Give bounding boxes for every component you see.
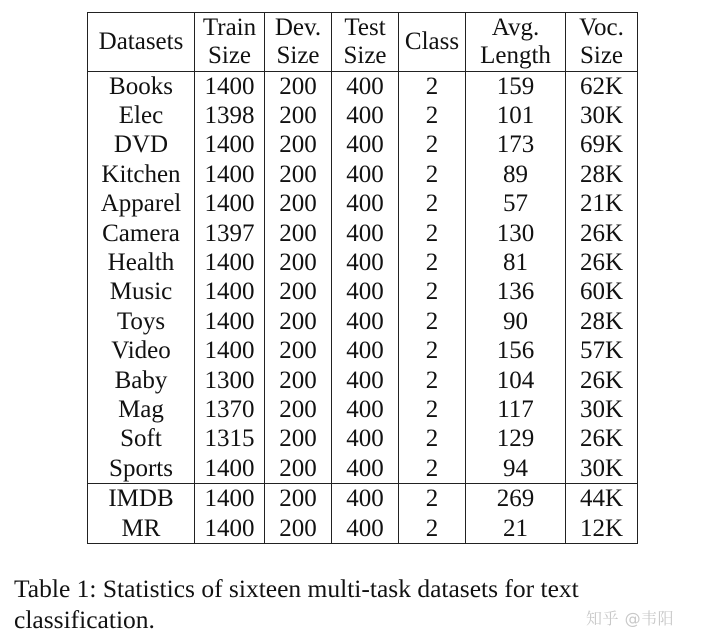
table-cell: 200: [265, 484, 332, 514]
dataset-name-cell: Baby: [88, 366, 195, 395]
table-cell: 1400: [195, 454, 265, 484]
table-cell: 12K: [566, 514, 638, 544]
table-cell: 400: [332, 190, 399, 219]
table-cell: 2: [399, 219, 466, 248]
table-cell: 400: [332, 219, 399, 248]
dataset-name-cell: Video: [88, 337, 195, 366]
table-cell: 400: [332, 101, 399, 130]
table-cell: 200: [265, 514, 332, 544]
table-cell: 200: [265, 366, 332, 395]
table-cell: 200: [265, 395, 332, 424]
table-cell: 1397: [195, 219, 265, 248]
column-header-line: Datasets: [98, 28, 184, 55]
table-cell: 26K: [566, 248, 638, 277]
column-header: [566, 13, 638, 72]
table-cell: 44K: [566, 484, 638, 514]
dataset-name-cell: Sports: [88, 454, 195, 484]
dataset-name-cell: Health: [88, 248, 195, 277]
table-cell: 2: [399, 190, 466, 219]
dataset-name-cell: DVD: [88, 131, 195, 160]
table-cell: 2: [399, 484, 466, 514]
dataset-name-cell: Music: [88, 278, 195, 307]
table-row: [88, 514, 638, 544]
table-cell: 26K: [566, 425, 638, 454]
column-header-line: Size: [276, 42, 320, 69]
table-cell: 200: [265, 101, 332, 130]
table-cell: 2: [399, 307, 466, 336]
table-cell: 1400: [195, 190, 265, 219]
table-cell: 28K: [566, 307, 638, 336]
table-cell: 400: [332, 248, 399, 277]
table-caption: Table 1: Statistics of sixteen multi-task datasets for text classification.: [14, 574, 579, 634]
column-header-line: Size: [343, 42, 387, 69]
table-cell: 1400: [195, 337, 265, 366]
table-cell: 200: [265, 425, 332, 454]
dataset-name-cell: Camera: [88, 219, 195, 248]
table-cell: 1398: [195, 101, 265, 130]
dataset-name-cell: Mag: [88, 395, 195, 424]
dataset-name-cell: IMDB: [88, 484, 195, 514]
table-cell: 200: [265, 219, 332, 248]
dataset-name-cell: Soft: [88, 425, 195, 454]
table-cell: 200: [265, 278, 332, 307]
table-cell: 2: [399, 248, 466, 277]
table-cell: 21K: [566, 190, 638, 219]
table-cell: 57: [466, 190, 566, 219]
table-cell: 1400: [195, 307, 265, 336]
dataset-name-cell: MR: [88, 514, 195, 544]
table-cell: 1400: [195, 278, 265, 307]
table-cell: 156: [466, 337, 566, 366]
table-cell: 269: [466, 484, 566, 514]
table-cell: 2: [399, 514, 466, 544]
column-header-line: Voc.: [579, 14, 624, 41]
table-cell: 400: [332, 72, 399, 102]
dataset-name-cell: Kitchen: [88, 160, 195, 189]
table-row: [88, 72, 638, 102]
column-header-line: Dev.: [274, 14, 322, 41]
table-body: [88, 72, 638, 544]
column-header: [332, 13, 399, 72]
table-cell: 400: [332, 337, 399, 366]
column-header: [88, 13, 195, 72]
column-header-line: Avg.: [491, 14, 540, 41]
table-cell: 173: [466, 131, 566, 160]
table-cell: 30K: [566, 395, 638, 424]
table-cell: 400: [332, 366, 399, 395]
table-cell: 159: [466, 72, 566, 102]
table-cell: 28K: [566, 160, 638, 189]
table-cell: 101: [466, 101, 566, 130]
table-row: [88, 248, 638, 277]
table-cell: 200: [265, 337, 332, 366]
table-cell: 89: [466, 160, 566, 189]
table-cell: 1400: [195, 131, 265, 160]
table-cell: 2: [399, 101, 466, 130]
table-row: [88, 425, 638, 454]
column-header: [399, 13, 466, 72]
table-cell: 2: [399, 160, 466, 189]
table-cell: 130: [466, 219, 566, 248]
table-cell: 2: [399, 366, 466, 395]
table-header-row: [88, 13, 638, 72]
table-cell: 400: [332, 514, 399, 544]
dataset-statistics-table: [87, 12, 638, 544]
table-cell: 400: [332, 307, 399, 336]
column-header-line: Length: [480, 42, 551, 69]
table-cell: 30K: [566, 454, 638, 484]
column-header: [466, 13, 566, 72]
table-row: [88, 484, 638, 514]
table-cell: 136: [466, 278, 566, 307]
table-cell: 26K: [566, 366, 638, 395]
column-header-line: Class: [404, 28, 460, 55]
table-cell: 1400: [195, 248, 265, 277]
table-cell: 1400: [195, 514, 265, 544]
table-cell: 2: [399, 425, 466, 454]
table-cell: 200: [265, 248, 332, 277]
table-cell: 60K: [566, 278, 638, 307]
table-cell: 2: [399, 72, 466, 102]
table-cell: 400: [332, 395, 399, 424]
column-header-line: Test: [344, 14, 386, 41]
table-cell: 21: [466, 514, 566, 544]
table-cell: 200: [265, 72, 332, 102]
table-cell: 129: [466, 425, 566, 454]
table-row: [88, 278, 638, 307]
table-row: [88, 337, 638, 366]
table-row: [88, 366, 638, 395]
table-row: [88, 219, 638, 248]
table-row: [88, 454, 638, 484]
dataset-name-cell: Toys: [88, 307, 195, 336]
table-cell: 94: [466, 454, 566, 484]
table-cell: 200: [265, 160, 332, 189]
column-header: [265, 13, 332, 72]
table-row: [88, 190, 638, 219]
table-cell: 2: [399, 278, 466, 307]
table-cell: 69K: [566, 131, 638, 160]
column-header-line: Size: [207, 42, 252, 69]
table-cell: 81: [466, 248, 566, 277]
table-cell: 200: [265, 131, 332, 160]
table-cell: 26K: [566, 219, 638, 248]
table-cell: 2: [399, 395, 466, 424]
table-cell: 200: [265, 190, 332, 219]
table-cell: 90: [466, 307, 566, 336]
dataset-name-cell: Apparel: [88, 190, 195, 219]
table-cell: 400: [332, 454, 399, 484]
table-cell: 400: [332, 484, 399, 514]
table-cell: 1400: [195, 484, 265, 514]
dataset-name-cell: Elec: [88, 101, 195, 130]
table-row: [88, 160, 638, 189]
column-header: [195, 13, 265, 72]
table-cell: 1300: [195, 366, 265, 395]
table-cell: 1315: [195, 425, 265, 454]
watermark: 知乎 @韦阳: [586, 609, 675, 628]
table-cell: 2: [399, 454, 466, 484]
column-header-line: Size: [579, 42, 624, 69]
table-row: [88, 307, 638, 336]
table-cell: 57K: [566, 337, 638, 366]
dataset-name-cell: Books: [88, 72, 195, 102]
table-cell: 30K: [566, 101, 638, 130]
table-cell: 200: [265, 454, 332, 484]
table-cell: 104: [466, 366, 566, 395]
table-row: [88, 131, 638, 160]
table-cell: 1400: [195, 72, 265, 102]
table-cell: 200: [265, 307, 332, 336]
column-header-line: Train: [202, 14, 257, 41]
table-row: [88, 101, 638, 130]
table-cell: 62K: [566, 72, 638, 102]
table-cell: 2: [399, 337, 466, 366]
table-row: [88, 395, 638, 424]
table-cell: 1400: [195, 160, 265, 189]
table-cell: 400: [332, 278, 399, 307]
table-cell: 117: [466, 395, 566, 424]
table-cell: 1370: [195, 395, 265, 424]
table-cell: 400: [332, 131, 399, 160]
table-cell: 2: [399, 131, 466, 160]
table-cell: 400: [332, 160, 399, 189]
table-cell: 400: [332, 425, 399, 454]
